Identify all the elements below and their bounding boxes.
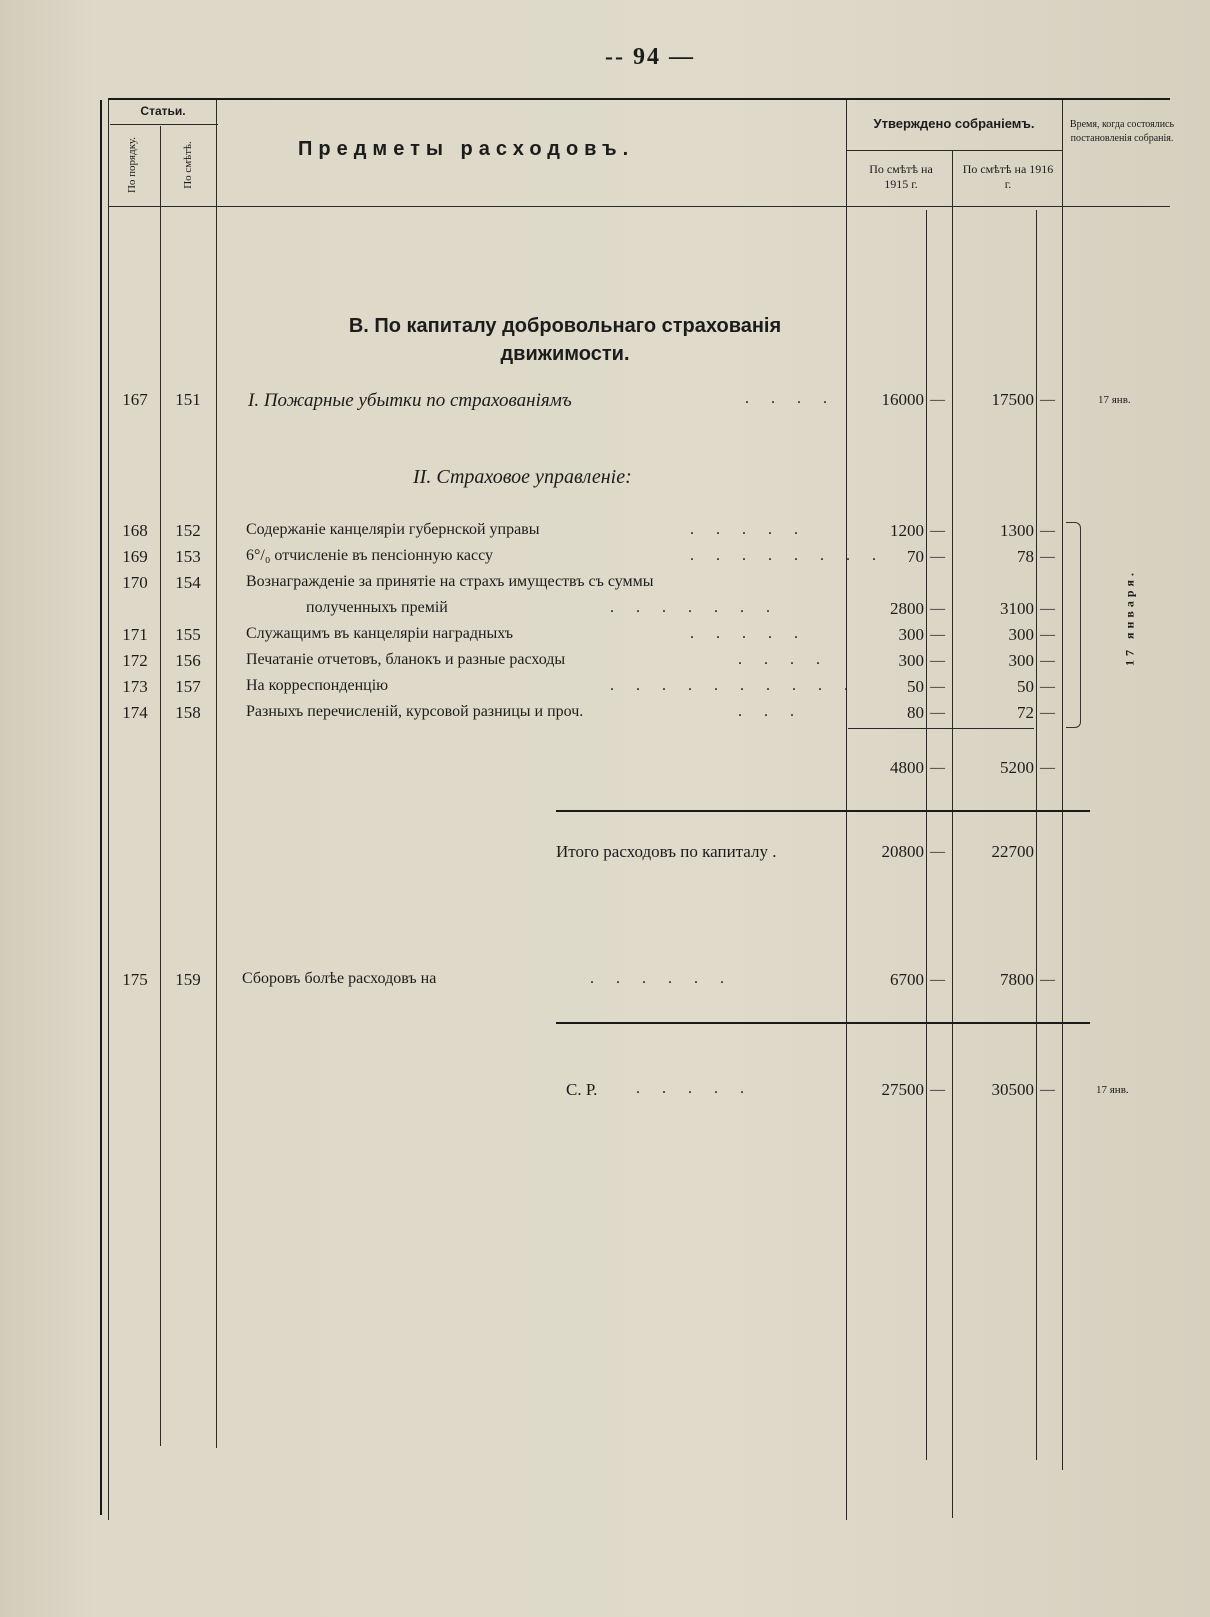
row-dots: ..... [690,521,820,538]
row-order: 168 [122,521,148,540]
row-dots: ....... [610,599,792,616]
row-167-1916: 17500 [991,390,1034,409]
row-167-dash1: — [930,392,945,408]
header-by-estimate: По смѣтѣ. [182,141,194,189]
col-line-4 [952,150,953,1518]
row-1915: 70 [907,547,924,566]
grand-1916: 30500 [991,1080,1034,1099]
col-line-5 [1062,100,1063,1470]
grand-dots: ..... [636,1080,766,1097]
row-est: 158 [175,703,201,722]
bracket-note: 17 января. [1122,568,1137,667]
row-est: 153 [175,547,201,566]
left-border [100,100,102,1515]
col-line-2 [216,100,217,1448]
row-order: 173 [122,677,148,696]
row-dots: ... [738,703,816,720]
grand-time: 17 янв. [1096,1084,1129,1096]
bracket [1066,522,1081,728]
header-subjects: Предметы расходовъ. [298,138,635,160]
row-1915: 80 [907,703,924,722]
row-1916: 78 [1017,547,1034,566]
row-167-order: 167 [122,390,148,409]
total-rule [556,810,1090,812]
row-est: 155 [175,625,201,644]
row-order: 169 [122,547,148,566]
section-title-line2: движимости. [500,343,630,365]
row-175-est: 159 [175,970,201,989]
row-167-dots: .... [745,390,849,407]
row-1916: 300 [1008,651,1034,670]
section2-title: II. Страховое управленіе: [413,466,632,488]
row-dash2: — [1040,705,1055,721]
row-label: Разныхъ перечисленій, курсовой разницы и проч. [246,703,584,720]
total-dash1: — [930,844,945,860]
row-1916: 3100 [1000,599,1034,618]
row-175-dash2: — [1040,972,1055,988]
section-title [260,312,870,368]
grand-label: С. Р. [566,1080,598,1099]
row-est: 152 [175,521,201,540]
row-1916: 1300 [1000,521,1034,540]
page-number: -- 94 — [605,44,695,70]
total-1915: 20800 [881,842,924,861]
row-order: 171 [122,625,148,644]
total-label: Итого расходовъ по капиталу . [556,842,777,861]
row-175-label: Сборовъ болѣе расходовъ на [242,970,437,987]
row-est: 154 [175,573,201,592]
col-line-cop1 [926,210,927,1460]
header-approved: Утверждено собраніемъ. [873,116,1035,131]
row-dash2: — [1040,549,1055,565]
row-order: 170 [122,573,148,592]
row-dots: .... [738,651,842,668]
row-label: На корреспонденцію [246,677,389,694]
subtotal-1916: 5200 [1000,758,1034,777]
row-167-1915: 16000 [881,390,924,409]
row-175-dash1: — [930,972,945,988]
row-dash2: — [1040,523,1055,539]
row-dash1: — [930,627,945,643]
row-est: 156 [175,651,201,670]
row-order: 174 [122,703,148,722]
row-dash1: — [930,549,945,565]
col-line-cop2 [1036,210,1037,1460]
row-1915: 50 [907,677,924,696]
row-label: полученныхъ премій [306,599,448,616]
row-dash2: — [1040,627,1055,643]
row-dash1: — [930,523,945,539]
row-label: Вознагражденіе за принятіе на страхъ имуществъ съ суммы [246,573,654,590]
row-dash1: — [930,679,945,695]
grand-dash1: — [930,1082,945,1098]
approved-rule [846,150,1062,151]
row-dash2: — [1040,653,1055,669]
row-1916: 72 [1017,703,1034,722]
row-1915: 300 [898,651,924,670]
row-order: 172 [122,651,148,670]
row-label: Служащимъ въ канцеляріи наградныхъ [246,625,513,642]
row-175-1916: 7800 [1000,970,1034,989]
section-title-line1: В. По капиталу добровольнаго страхованія [348,315,782,337]
total-1916: 22700 [991,842,1034,861]
row-label: 6°/₀ отчисленіе въ пенсіонную кассу [246,547,494,564]
row-est: 157 [175,677,201,696]
header-time: Время, когда состоялись постановленія собранія. [1069,119,1175,144]
row-dash2: — [1040,679,1055,695]
row-dots: .......... [610,677,870,694]
row-1915: 2800 [890,599,924,618]
col-line-1 [160,126,161,1446]
table-top-rule [108,98,1170,100]
row-dots: ........ [690,547,898,564]
grand-dash2: — [1040,1082,1055,1098]
subtotal-dash1: — [930,760,945,776]
row-dots: ..... [690,625,820,642]
row-167-label: I. Пожарные убытки по страхованіямъ [248,390,572,411]
header-1916: По смѣтѣ на 1916 г. [962,162,1054,191]
row-label: Печатаніе отчетовъ, бланокъ и разные расходы [246,651,566,668]
subtotal-dash2: — [1040,760,1055,776]
row-175-dots: ...... [590,970,746,987]
row-dash1: — [930,601,945,617]
subtotal-rule [848,728,1034,729]
row-1916: 50 [1017,677,1034,696]
row-dash2: — [1040,601,1055,617]
row-dash1: — [930,653,945,669]
row-167-dash2: — [1040,392,1055,408]
row-167-est: 151 [175,390,201,409]
subtotal-1915: 4800 [890,758,924,777]
row-175-order: 175 [122,970,148,989]
header-articles: Статьи. [140,104,186,118]
header-by-order: По порядку. [126,136,138,194]
row-175-1915: 6700 [890,970,924,989]
row-1915: 1200 [890,521,924,540]
header-bottom-rule [108,206,1170,207]
row-167-time: 17 янв. [1098,394,1131,406]
row-1916: 300 [1008,625,1034,644]
grand-rule [556,1022,1090,1024]
row-label: Содержаніе канцеляріи губернской управы [246,521,540,538]
row-1915: 300 [898,625,924,644]
row-dash1: — [930,705,945,721]
header-1915: По смѣтѣ на 1915 г. [869,162,933,191]
col-line-0 [108,100,109,1520]
grand-1915: 27500 [881,1080,924,1099]
